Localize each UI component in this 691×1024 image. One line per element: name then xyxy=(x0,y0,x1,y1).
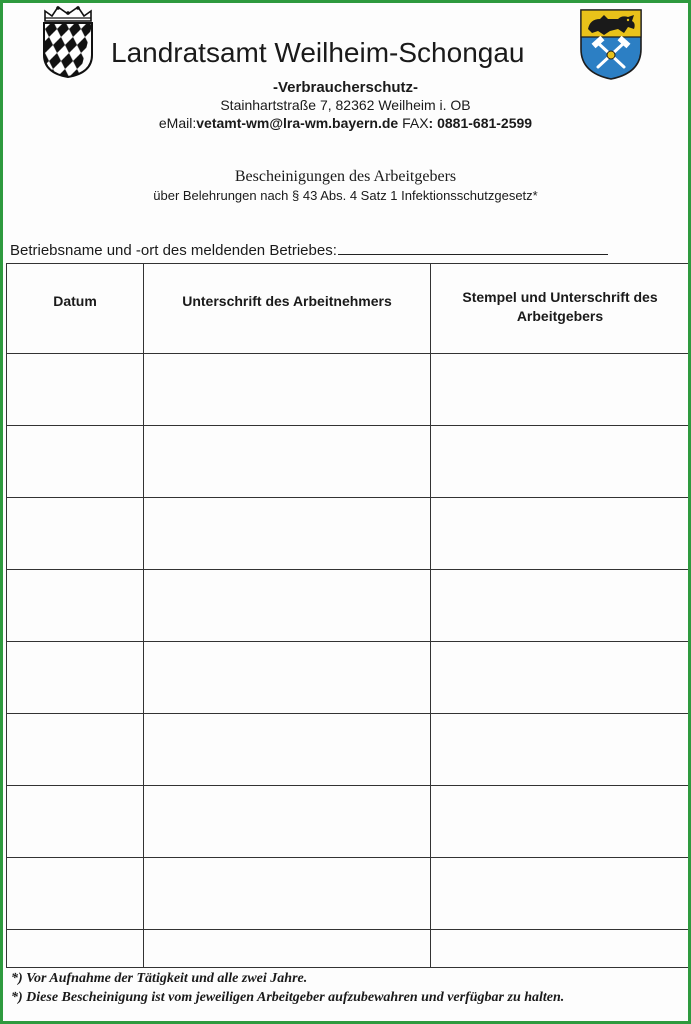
date-cell[interactable] xyxy=(7,786,144,858)
fax-number: 0881-681-2599 xyxy=(437,115,533,131)
employee-signature-cell[interactable] xyxy=(144,354,431,426)
fax-separator: : xyxy=(428,115,434,131)
business-name-label: Betriebsname und -ort des meldenden Betriebes: xyxy=(10,242,337,259)
employee-signature-cell[interactable] xyxy=(144,930,431,968)
date-cell[interactable] xyxy=(7,858,144,930)
date-cell[interactable] xyxy=(7,930,144,968)
signature-table xyxy=(6,263,690,968)
date-cell[interactable] xyxy=(7,354,144,426)
date-cell[interactable] xyxy=(7,426,144,498)
bavarian-coat-of-arms-icon xyxy=(39,5,97,79)
employee-signature-cell[interactable] xyxy=(144,714,431,786)
column-header-date: Datum xyxy=(7,264,144,354)
footnote-2: *) Diese Bescheinigung ist vom jeweiligen Arbeitgeber aufzubewahren und verfügbar zu halten. xyxy=(11,990,565,1005)
agency-title: Landratsamt Weilheim-Schongau xyxy=(111,37,525,68)
email-label: eMail: xyxy=(158,115,197,131)
employer-stamp-cell[interactable] xyxy=(431,858,690,930)
table-row xyxy=(7,570,690,642)
employee-signature-cell[interactable] xyxy=(144,498,431,570)
table-row xyxy=(7,714,690,786)
fax-label: FAX xyxy=(402,115,429,131)
employee-signature-cell[interactable] xyxy=(144,786,431,858)
table-row xyxy=(7,858,690,930)
table-row xyxy=(7,498,690,570)
business-name-blank-line[interactable] xyxy=(338,240,608,255)
employee-signature-cell[interactable] xyxy=(144,858,431,930)
column-header-employer-stamp: Stempel und Unterschrift des Arbeitgebers xyxy=(431,264,690,354)
table-row xyxy=(7,930,690,968)
table-header-row xyxy=(7,264,690,354)
date-cell[interactable] xyxy=(7,714,144,786)
employee-signature-cell[interactable] xyxy=(144,426,431,498)
column-header-employee-signature: Unterschrift des Arbeitnehmers xyxy=(144,264,431,354)
date-cell[interactable] xyxy=(7,498,144,570)
business-name-field xyxy=(10,240,608,259)
footnote-1: *) Vor Aufnahme der Tätigkeit und alle zwei Jahre. xyxy=(11,971,308,986)
document-subtitle: über Belehrungen nach § 43 Abs. 4 Satz 1 Infektionsschutzgesetz* xyxy=(153,188,538,203)
employer-stamp-cell[interactable] xyxy=(431,426,690,498)
employer-stamp-cell[interactable] xyxy=(431,786,690,858)
email-address: vetamt-wm@lra-wm.bayern.de xyxy=(196,115,399,131)
employer-stamp-cell[interactable] xyxy=(431,498,690,570)
employer-stamp-cell[interactable] xyxy=(431,354,690,426)
agency-address: Stainhartstraße 7, 82362 Weilheim i. OB xyxy=(220,97,471,113)
county-coat-of-arms-icon xyxy=(578,7,644,81)
employer-stamp-cell[interactable] xyxy=(431,714,690,786)
date-cell[interactable] xyxy=(7,570,144,642)
footnotes xyxy=(11,969,673,1007)
date-cell[interactable] xyxy=(7,642,144,714)
employer-stamp-cell[interactable] xyxy=(431,930,690,968)
table-row xyxy=(7,786,690,858)
employee-signature-cell[interactable] xyxy=(144,570,431,642)
employer-stamp-cell[interactable] xyxy=(431,570,690,642)
employee-signature-cell[interactable] xyxy=(144,642,431,714)
document-title: Bescheinigungen des Arbeitgebers xyxy=(234,168,457,185)
table-body xyxy=(7,354,690,968)
contact-line xyxy=(3,115,688,131)
department-name: -Verbraucherschutz- xyxy=(272,79,419,96)
table-row xyxy=(7,642,690,714)
table-row xyxy=(7,426,690,498)
table-row xyxy=(7,354,690,426)
employer-stamp-cell[interactable] xyxy=(431,642,690,714)
